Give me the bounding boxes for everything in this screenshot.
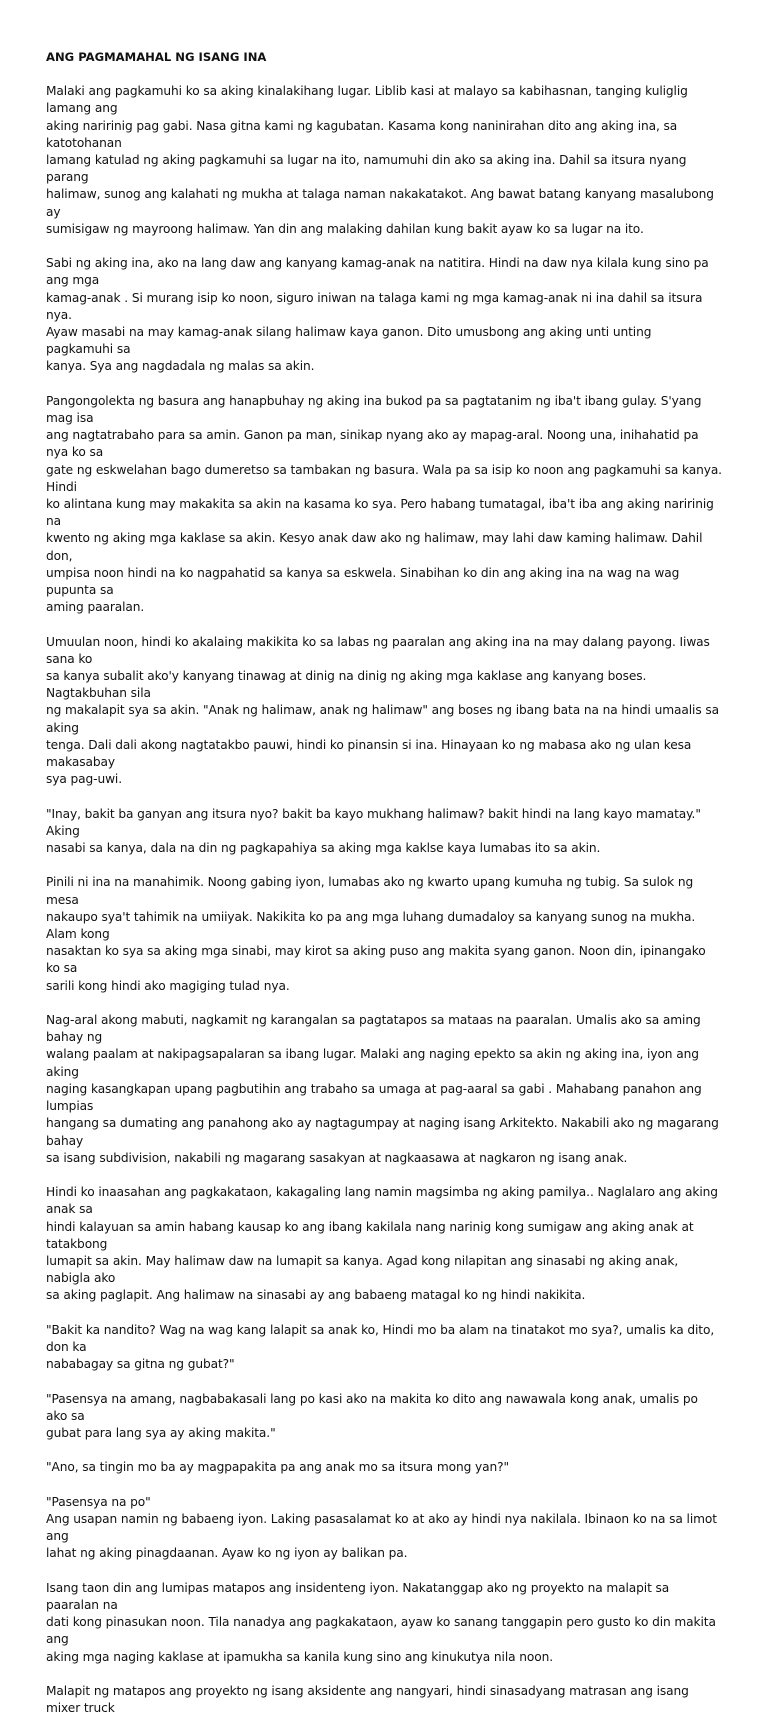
paragraph: Sabi ng aking ina, ako na lang daw ang kanyang kamag-anak na natitira. Hindi na daw nya kilala kung sino pa ang mga kamag-anak . Si murang isip ko noon, siguro iniwan na talaga kami ng mga kamag-anak ni ina dahil sa itsura nya. Ayaw masabi na may kamag-anak silang halimaw kaya ganon. Dito umusbong ang aking unti unting pagkamuhi sa kanya. Sya ang nagdadala ng malas sa akin.: [46, 256, 709, 374]
paragraph: "Pasensya na amang, nagbabakasali lang po kasi ako na makita ko dito ang nawawala kong anak, umalis po ako sa gubat para lang sya ay aking makita.": [46, 1391, 698, 1440]
paragraph: Pinili ni ina na manahimik. Noong gabing iyon, lumabas ako ng kwarto upang kumuha ng tubig. Sa sulok ng mesa nakaupo sya't tahimik na umiiyak. Nakikita ko pa ang mga luhang dumadaloy sa kanyang sunog na mukha. Alam kong nasaktan ko sya sa aking mga sinabi, may kirot sa aking puso ang makita syang ganon. Noon din, ipinangako ko sa sarili kong hindi ako magiging tulad nya.: [46, 875, 706, 993]
paragraph: "Pasensya na po" Ang usapan namin ng babaeng iyon. Laking pasasalamat ko at ako ay hindi nya nakilala. Ibinaon ko na sa limot ang lahat ng aking pinagdaanan. Ayaw ko ng iyon ay balikan pa.: [46, 1494, 717, 1561]
paragraph: Isang taon din ang lumipas matapos ang insidenteng iyon. Nakatanggap ako ng proyekto na malapit sa paaralan na dati kong pinasukan noon. Tila nanadya ang pagkakataon, ayaw ko sanang tanggapin pero gusto ko din makita ang aking mga naging kaklase at ipamukha sa kanila kung sino ang kinukutya nila noon.: [46, 1580, 716, 1664]
paragraph: "Inay, bakit ba ganyan ang itsura nyo? bakit ba kayo mukhang halimaw? bakit hindi na lang kayo mamatay." Aking nasabi sa kanya, dala na din ng pagkapahiya sa aking mga kaklse kaya lumabas ito sa akin.: [46, 806, 701, 856]
paragraph: Pangongolekta ng basura ang hanapbuhay ng aking ina bukod pa sa pagtatanim ng iba't ibang gulay. S'yang mag isa ang nagtatrabaho para sa amin. Ganon pa man, sinikap nyang ako ay mapag-aral. Noong una, inihahatid pa nya ko sa gate ng eskwelahan bago dumeretso sa tambakan ng basura. Wala pa sa isip ko noon ang pagkamuhi sa kanya. Hindi ko alintana kung may makakita sa akin na kasama ko sya. Pero habang tumatagal, iba't iba ang aking naririnig na kwento ng aking mga kaklase sa akin. Kesyo anak daw ako ng halimaw, may lahi daw kaming halimaw. Dahil don, umpisa noon hindi na ko nagpahatid sa kanya sa eskwela. Sinabihan ko din ang aking ina na wag na wag pupunta sa aming paaralan.: [46, 393, 722, 615]
paragraph: Hindi ko inaasahan ang pagkakataon, kakagaling lang namin magsimba ng aking pamilya.. Naglalaro ang aking anak sa hindi kalayuan sa amin habang kausap ko ang ibang kakilala nang narinig kong sumigaw ang aking anak at tatakbong lumapit sa akin. May halimaw daw na lumapit sa kanya. Agad kong nilapitan ang sinasabi ng aking anak, nabigla ako sa aking paglapit. Ang halimaw na sinasabi ay ang babaeng matagal ko ng hindi nakikita.: [46, 1185, 718, 1303]
document-title: ANG PAGMAMAHAL NG ISANG INA: [46, 50, 267, 64]
paragraph: Nag-aral akong mabuti, nagkamit ng karangalan sa pagtatapos sa mataas na paaralan. Umalis ako sa aming bahay ng walang paalam at nakipagsapalaran sa ibang lugar. Malaki ang naging epekto sa akin ng aking ina, iyon ang aking naging kasangkapan upang pagbutihin ang trabaho sa umaga at pag-aaral sa gabi . Mahabang panahon ang lumpias hangang sa dumating ang panahong ako ay nagtagumpay at naging isang Arkitekto. Nakabili ako ng magarang bahay sa isang subdivision, nakabili ng magarang sasakyan at nagkaasawa at nagkaron ng isang anak.: [46, 1013, 719, 1165]
paragraph: "Ano, sa tingin mo ba ay magpapakita pa ang anak mo sa itsura mong yan?": [46, 1460, 509, 1475]
paragraph: "Bakit ka nandito? Wag na wag kang lalapit sa anak ko, Hindi mo ba alam na tinatakot mo sya?, umalis ka dito, don ka nababagay sa gitna ng gubat?": [46, 1322, 715, 1372]
paragraph: Malapit ng matapos ang proyekto ng isang aksidente ang nangyari, hindi sinasadyang matrasan ang isang mixer truck: [46, 1683, 689, 1716]
paragraph: Umuulan noon, hindi ko akalaing makikita ko sa labas ng paaralan ang aking ina na may dalang payong. Iiwas sana ko sa kanya subalit ako'y kanyang tinawag at dinig na dinig ng aking mga kaklase ang kanyang boses. Nagtakbuhan sila ng makalapit sya sa akin. "Anak ng halimaw, anak ng halimaw" ang boses ng ibang bata na na hindi umaalis sa aking tenga. Dali dali akong nagtatakbo pauwi, hindi ko pinansin si ina. Hinayaan ko ng mabasa ako ng ulan kesa makasabay sya pag-uwi.: [46, 634, 719, 787]
paragraph: Malaki ang pagkamuhi ko sa aking kinalakihang lugar. Liblib kasi at malayo sa kabihasnan, tanging kuliglig lamang ang aking naririnig pag gabi. Nasa gitna kami ng kagubatan. Kasama kong naninirahan dito ang aking ina, sa katotohanan lamang katulad ng aking pagkamuhi sa lugar na ito, namumuhi din ako sa aking ina. Dahil sa itsura nyang parang halimaw, sunog ang kalahati ng mukha at talaga naman nakakatakot. Ang bawat batang kanyang masalubong ay sumisigaw ng mayroong halimaw. Yan din ang malaking dahilan kung bakit ayaw ko sa lugar na ito.: [46, 84, 714, 236]
